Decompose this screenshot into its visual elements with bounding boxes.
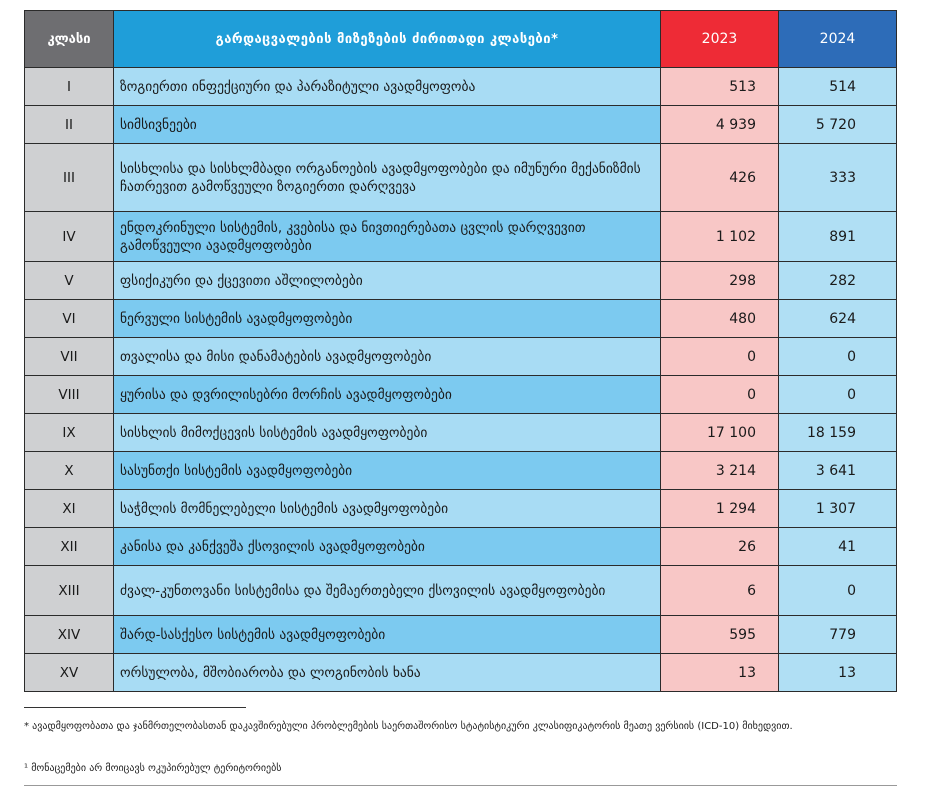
value-2023-cell: 480 [661,300,779,338]
year-2024-column-header: 2024 [779,11,897,68]
value-2023-cell: 17 100 [661,414,779,452]
class-cell: XI [25,490,114,528]
class-cell: VIII [25,376,114,414]
table-body [25,68,897,692]
class-cell: X [25,452,114,490]
value-2023-cell: 6 [661,566,779,616]
year-2023-column-header: 2023 [661,11,779,68]
class-cell: XII [25,528,114,566]
value-2023-cell: 595 [661,616,779,654]
table-row [25,262,897,300]
class-cell: III [25,144,114,212]
value-2024-cell: 0 [779,376,897,414]
table-row [25,654,897,692]
cause-cell: სიმსივნეები [114,106,661,144]
table-row [25,566,897,616]
cause-cell: ზოგიერთი ინფექციური და პარაზიტული ავადმყოფობა [114,68,661,106]
value-2023-cell: 513 [661,68,779,106]
class-cell: IV [25,212,114,262]
value-2023-cell: 3 214 [661,452,779,490]
value-2024-cell: 3 641 [779,452,897,490]
value-2024-cell: 0 [779,566,897,616]
value-2024-cell: 891 [779,212,897,262]
value-2023-cell: 1 294 [661,490,779,528]
cause-cell: სისხლისა და სისხლმბადი ორგანოების ავადმყოფობები და იმუნური მექანიზმის ჩათრევით გამოწვეული ზოგიერთი დარღვევა [114,144,661,212]
table-row [25,68,897,106]
value-2023-cell: 26 [661,528,779,566]
table-row [25,376,897,414]
value-2024-cell: 13 [779,654,897,692]
table-row [25,300,897,338]
table-row [25,338,897,376]
value-2024-cell: 1 307 [779,490,897,528]
value-2024-cell: 514 [779,68,897,106]
table-row [25,106,897,144]
class-cell: VII [25,338,114,376]
class-cell: I [25,68,114,106]
cause-cell: თვალისა და მისი დანამატების ავადმყოფობები [114,338,661,376]
cause-column-header: გარდაცვალების მიზეზების ძირითადი კლასები* [114,11,661,68]
value-2024-cell: 18 159 [779,414,897,452]
cause-cell: კანისა და კანქვეშა ქსოვილის ავადმყოფობები [114,528,661,566]
class-cell: V [25,262,114,300]
class-cell: II [25,106,114,144]
value-2024-cell: 0 [779,338,897,376]
cause-cell: ძვალ-კუნთოვანი სისტემისა და შემაერთებელი ქსოვილის ავადმყოფობები [114,566,661,616]
value-2024-cell: 624 [779,300,897,338]
causes-of-death-table [24,10,897,692]
value-2023-cell: 0 [661,376,779,414]
class-column-header: კლასი [25,11,114,68]
value-2024-cell: 41 [779,528,897,566]
footnote-territories: ¹ მონაცემები არ მოიცავს ოკუპირებულ ტერიტორიებს [24,763,282,774]
table-row [25,414,897,452]
table-row [25,528,897,566]
value-2023-cell: 13 [661,654,779,692]
table-row [25,490,897,528]
table-row [25,144,897,212]
value-2023-cell: 4 939 [661,106,779,144]
value-2024-cell: 282 [779,262,897,300]
cause-cell: ორსულობა, მშობიარობა და ლოგინობის ხანა [114,654,661,692]
value-2023-cell: 426 [661,144,779,212]
class-cell: XIV [25,616,114,654]
cause-cell: ენდოკრინული სისტემის, კვებისა და ნივთიერებათა ცვლის დარღვევით გამოწვეული ავადმყოფობები [114,212,661,262]
value-2024-cell: 5 720 [779,106,897,144]
footnote-divider [24,707,246,708]
class-cell: XIII [25,566,114,616]
cause-cell: ნერვული სისტემის ავადმყოფობები [114,300,661,338]
cause-cell: სისხლის მიმოქცევის სისტემის ავადმყოფობები [114,414,661,452]
table-header-row [25,11,897,68]
value-2023-cell: 1 102 [661,212,779,262]
footnote-icd: * ავადმყოფობათა და ჯანმრთელობასთან დაკავშირებული პრობლემების საერთაშორისო სტატისტიკური კლასიფიკატორის მეათე ვერსიის (ICD-10) მიხედვით. [24,721,793,732]
table-row [25,452,897,490]
cause-cell: შარდ-სასქესო სისტემის ავადმყოფობები [114,616,661,654]
cause-cell: ფსიქიკური და ქცევითი აშლილობები [114,262,661,300]
cause-cell: საჭმლის მომნელებელი სისტემის ავადმყოფობები [114,490,661,528]
class-cell: XV [25,654,114,692]
table-row [25,616,897,654]
value-2024-cell: 333 [779,144,897,212]
value-2024-cell: 779 [779,616,897,654]
cause-cell: სასუნთქი სისტემის ავადმყოფობები [114,452,661,490]
bottom-divider [24,785,897,786]
value-2023-cell: 298 [661,262,779,300]
class-cell: VI [25,300,114,338]
cause-cell: ყურისა და დვრილისებრი მორჩის ავადმყოფობები [114,376,661,414]
table-row [25,212,897,262]
value-2023-cell: 0 [661,338,779,376]
class-cell: IX [25,414,114,452]
